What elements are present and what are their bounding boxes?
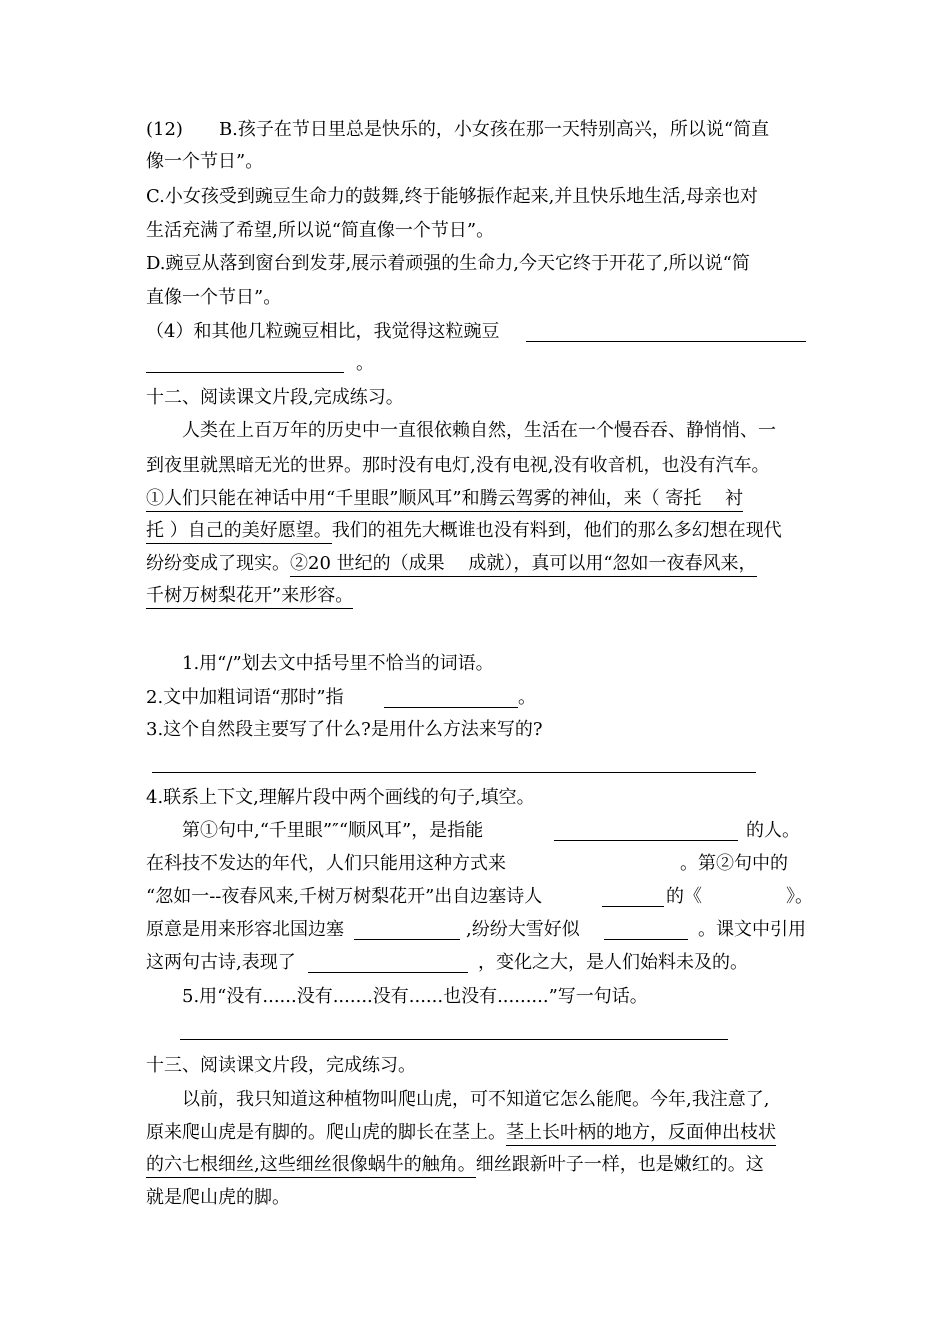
option-c-line-1: C.小女孩受到豌豆生命力的鼓舞,终于能够振作起来,并且快乐地生活,母亲也对 [146,186,759,207]
underlined-sentence-1-part-1: ①人们只能在神话中用“千里眼”顺风耳”和腾云驾雾的神仙，来（ 寄托 衬 [146,487,743,512]
fill-line-3-end: 》。 [786,886,813,907]
s13-paragraph-line-3 [146,1153,764,1178]
s12-paragraph-line-6 [146,584,353,609]
fill-line-4-mid: ,纷纷大雪好似 [466,919,580,940]
section-12-heading: 十二、阅读课文片段,完成练习。 [146,387,404,408]
answer-line-item-3[interactable] [152,772,756,773]
underlined-sentence-2-part-1: ②20 世纪的（成果 成就），真可以用“忽如一夜春风来， [290,552,757,577]
s13-underlined-part-2: 的六七根细丝,这些细丝很像蜗牛的触角。 [146,1153,476,1178]
fill-line-3-mid: 的《 [666,886,702,907]
answer-blank-item-2[interactable] [384,707,518,708]
s12-paragraph-line-5 [146,552,757,577]
item-2-prompt: 2.文中加粗词语“那时”指 [146,687,344,708]
answer-blank-fill-4a[interactable] [354,939,460,940]
option-d-line-2: 直像一个节日”。 [146,287,282,308]
answer-blank-4b[interactable] [146,372,344,373]
item-4: 4.联系上下文,理解片段中两个画线的句子,填空。 [146,787,535,808]
s13-paragraph-line-4: 就是爬山虎的脚。 [146,1187,290,1208]
s13-paragraph-line-1: 以前，我只知道这种植物叫爬山虎，可不知道它怎么能爬。今年,我注意了, [182,1089,770,1110]
answer-line-item-5[interactable] [180,1039,728,1040]
item-5: 5.用“没有......没有.......没有......也没有.........”写一句话。 [182,986,648,1007]
s13-line-2-start: 原来爬山虎是有脚的。爬山虎的脚长在茎上。 [146,1122,506,1143]
fill-line-2-text: 在科技不发达的年代，人们只能用这种方式来 [146,853,506,874]
s12-line-4-rest: 我们的祖先大概谁也没有料到，他们的那么多幻想在现代 [331,520,782,541]
section-13-heading: 十三、阅读课文片段，完成练习。 [146,1055,416,1076]
answer-blank-poet[interactable] [602,906,664,907]
answer-blank-fill-1[interactable] [554,840,738,841]
fill-line-4-end: 。课文中引用 [698,919,806,940]
fill-line-4-text: 原意是用来形容北国边塞 [146,919,344,940]
fill-line-1-end: 的人。 [746,820,800,841]
fill-line-3-text: “忽如一--夜春风来,千树万树梨花开”出自边塞诗人 [146,886,543,907]
answer-blank-fill-5[interactable] [308,972,468,973]
item-3: 3.这个自然段主要写了什么?是用什么方法来写的? [146,719,543,740]
s12-paragraph-line-1: 人类在上百万年的历史中一直很依赖自然，生活在一个慢吞吞、静悄悄、一 [182,420,776,441]
s12-paragraph-line-3 [146,487,743,512]
option-d-line-1: D.豌豆从落到窗台到发芽,展示着顽强的生命力,今天它终于开花了,所以说“简 [146,253,750,274]
item-1: 1.用“/”划去文中括号里不恰当的词语。 [182,653,494,674]
fill-line-2-end: 。第②句中的 [680,853,788,874]
question-4-end: 。 [356,353,374,374]
question-4-prompt: （4）和其他几粒豌豆相比，我觉得这粒豌豆 [146,321,500,342]
answer-blank-fill-4b[interactable] [604,939,688,940]
fill-line-5-text: 这两句古诗,表现了 [146,952,296,973]
s13-paragraph-line-2 [146,1121,776,1146]
s12-paragraph-line-4 [146,519,782,544]
answer-blank-4a[interactable] [526,341,806,342]
underlined-sentence-2-part-2: 千树万树梨花开”来形容。 [146,584,353,609]
s12-line-5-start: 纷纷变成了现实。 [146,553,290,574]
option-b-line-2: 像一个节日”。 [146,151,264,172]
fill-line-5-end: ，变化之大，是人们始料未及的。 [478,952,748,973]
s13-underlined-part-1: 茎上长叶柄的地方，反面伸出枝状 [506,1121,776,1146]
fill-line-1-text: 第①句中,“千里眼”″“顺风耳”，是指能 [182,820,484,841]
option-c-line-2: 生活充满了希望,所以说“简直像一个节日”。 [146,220,495,241]
underlined-sentence-1-part-2: 托 ）自己的美好愿望。 [146,519,332,544]
s13-line-3-rest: 细丝跟新叶子一样，也是嫩红的。这 [475,1154,764,1175]
option-b-line-1: (12) B.孩子在节日里总是快乐的，小女孩在那一天特别高兴，所以说“简直 [146,119,770,140]
s12-paragraph-line-2: 到夜里就黑暗无光的世界。那时没有电灯,没有电视,没有收音机，也没有汽车。 [146,455,770,476]
item-2-end: 。 [518,687,536,708]
